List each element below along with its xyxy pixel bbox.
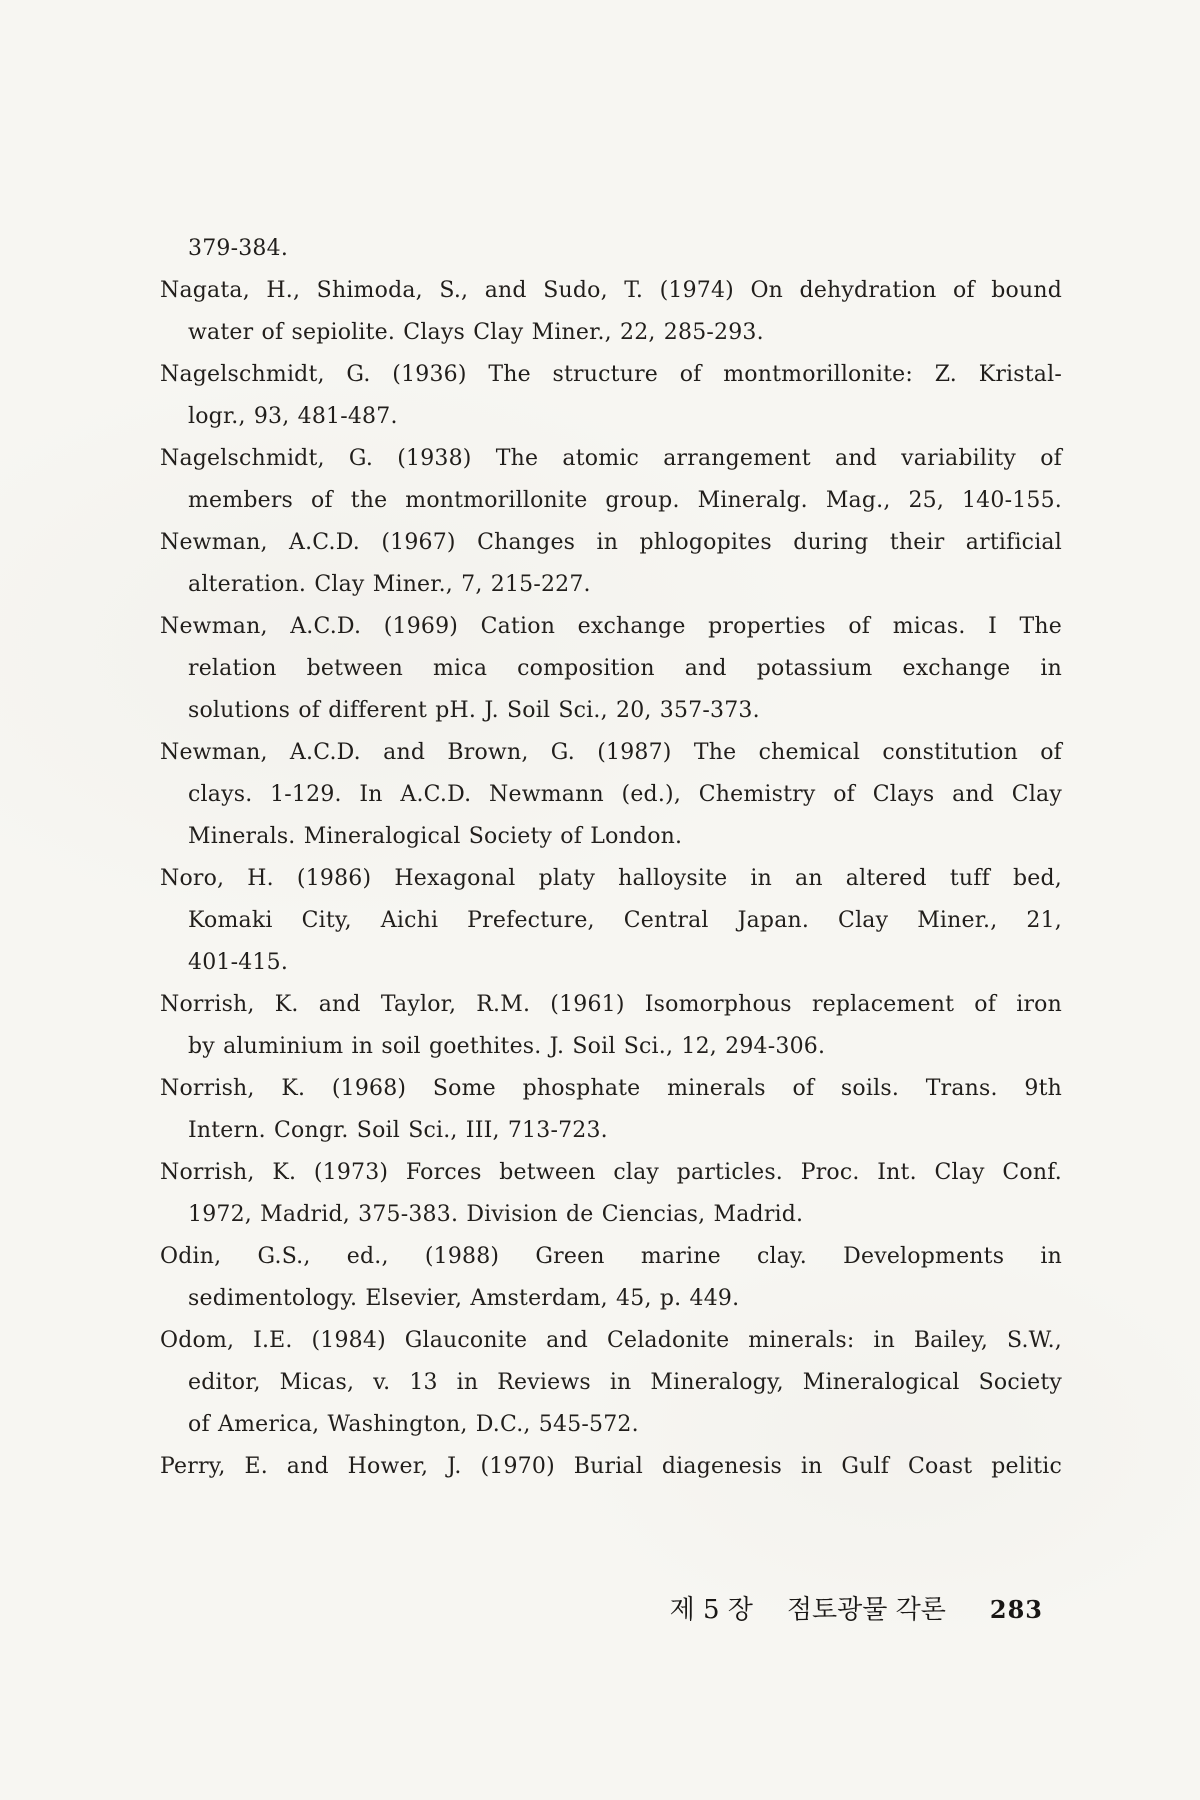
- page-footer: [670, 1592, 1043, 1628]
- reference-entry: [160, 1320, 1062, 1446]
- reference-line: Nagelschmidt, G. (1936) The structure of montmorillonite: Z. Kristal-: [160, 362, 1062, 387]
- reference-entry: [160, 270, 1062, 354]
- reference-list: [160, 228, 1062, 1488]
- reference-line: members of the montmorillonite group. Mineralg. Mag., 25, 140-155.: [188, 488, 1062, 513]
- reference-entry: [160, 732, 1062, 858]
- reference-line: Noro, H. (1986) Hexagonal platy halloysite in an altered tuff bed,: [160, 866, 1062, 891]
- reference-line: Newman, A.C.D. (1969) Cation exchange properties of micas. I The: [160, 614, 1062, 639]
- reference-line: sedimentology. Elsevier, Amsterdam, 45, p. 449.: [188, 1286, 740, 1311]
- reference-line: relation between mica composition and potassium exchange in: [188, 656, 1062, 681]
- reference-entry: [160, 354, 1062, 438]
- reference-line: Nagata, H., Shimoda, S., and Sudo, T. (1974) On dehydration of bound: [160, 278, 1062, 303]
- reference-line: Komaki City, Aichi Prefecture, Central Japan. Clay Miner., 21,: [188, 908, 1062, 933]
- reference-line: Nagelschmidt, G. (1938) The atomic arrangement and variability of: [160, 446, 1062, 471]
- reference-line: by aluminium in soil goethites. J. Soil Sci., 12, 294-306.: [188, 1034, 826, 1059]
- reference-line: Odin, G.S., ed., (1988) Green marine clay. Developments in: [160, 1244, 1062, 1269]
- reference-entry: [160, 522, 1062, 606]
- reference-entry: [160, 1068, 1062, 1152]
- reference-entry: [160, 1236, 1062, 1320]
- reference-entry: [160, 1446, 1062, 1488]
- reference-line: 1972, Madrid, 375-383. Division de Ciencias, Madrid.: [188, 1202, 804, 1227]
- reference-line: clays. 1-129. In A.C.D. Newmann (ed.), Chemistry of Clays and Clay: [188, 782, 1062, 807]
- chapter-label: 제 5 장: [669, 1595, 753, 1625]
- section-title: 점토광물 각론: [786, 1595, 946, 1625]
- reference-line: Newman, A.C.D. and Brown, G. (1987) The chemical constitution of: [160, 740, 1062, 765]
- page-number: 283: [989, 1595, 1043, 1624]
- reference-line: solutions of different pH. J. Soil Sci., 20, 357-373.: [188, 698, 760, 723]
- reference-line: of America, Washington, D.C., 545-572.: [188, 1412, 639, 1437]
- reference-line: Norrish, K. (1973) Forces between clay particles. Proc. Int. Clay Conf.: [160, 1160, 1062, 1185]
- reference-entry: [160, 438, 1062, 522]
- reference-line: 379-384.: [188, 236, 289, 261]
- reference-line: Minerals. Mineralogical Society of London.: [188, 824, 683, 849]
- reference-entry: [160, 1152, 1062, 1236]
- reference-line: Intern. Congr. Soil Sci., III, 713-723.: [188, 1118, 608, 1143]
- reference-line: alteration. Clay Miner., 7, 215-227.: [188, 572, 591, 597]
- reference-entry: [160, 858, 1062, 984]
- reference-line: Odom, I.E. (1984) Glauconite and Celadonite minerals: in Bailey, S.W.,: [160, 1328, 1062, 1353]
- reference-line: Norrish, K. (1968) Some phosphate minerals of soils. Trans. 9th: [160, 1076, 1062, 1101]
- reference-line: logr., 93, 481-487.: [188, 404, 398, 429]
- reference-entry: [160, 228, 1062, 270]
- reference-line: 401-415.: [188, 950, 289, 975]
- reference-entry: [160, 606, 1062, 732]
- reference-line: Perry, E. and Hower, J. (1970) Burial diagenesis in Gulf Coast pelitic: [160, 1454, 1062, 1479]
- reference-entry: [160, 984, 1062, 1068]
- reference-line: editor, Micas, v. 13 in Reviews in Mineralogy, Mineralogical Society: [188, 1370, 1062, 1395]
- reference-line: Newman, A.C.D. (1967) Changes in phlogopites during their artificial: [160, 530, 1062, 555]
- reference-line: water of sepiolite. Clays Clay Miner., 22, 285-293.: [188, 320, 764, 345]
- reference-line: Norrish, K. and Taylor, R.M. (1961) Isomorphous replacement of iron: [160, 992, 1062, 1017]
